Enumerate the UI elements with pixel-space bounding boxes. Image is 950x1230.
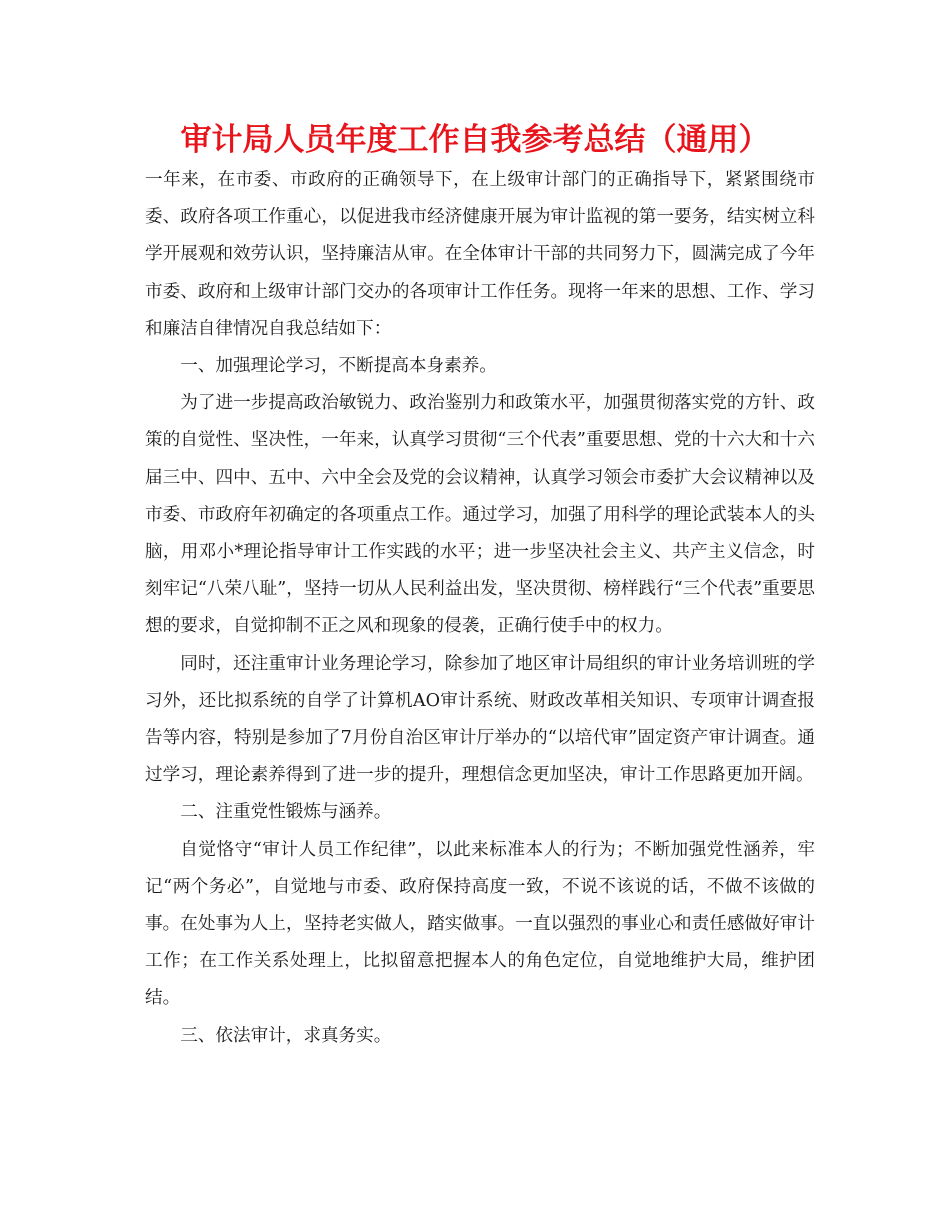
document-title: 审计局人员年度工作自我参考总结（通用） — [180, 122, 770, 158]
body-paragraph: 自觉恪守“审计人员工作纪律”，以此来标准本人的行为；不断加强党性涵养，牢记“两个务必”，自觉地与市委、政府保持高度一致，不说不该说的话，不做不该做的事。在处事为人上，坚持老实做人，踏实做事。一直以强烈的事业心和责任感做好审计工作；在工作关系处理上，比拟留意把握本人的角色定位，自觉地维护大局，维护团结。 — [145, 839, 815, 1009]
body-paragraph: 同时，还注重审计业务理论学习，除参加了地区审计局组织的审计业务培训班的学习外，还比拟系统的自学了计算机AO审计系统、财政改革相关知识、专项审计调查报告等内容，特别是参加了7月份自治区审计厅举办的“以培代审”固定资产审计调查。通过学习，理论素养得到了进一步的提升，理想信念更加坚决，审计工作思路更加开阔。 — [145, 653, 815, 786]
section-heading-2: 二、注重党性锻炼与涵养。 — [180, 802, 392, 823]
intro-paragraph: 一年来，在市委、市政府的正确领导下，在上级审计部门的正确指导下，紧紧围绕市委、政府各项工作重心，以促进我市经济健康开展为审计监视的第一要务，结实树立科学开展观和效劳认识，坚持廉洁从审。在全体审计干部的共同努力下，圆满完成了今年市委、政府和上级审计部门交办的各项审计工作任务。现将一年来的思想、工作、学习和廉洁自律情况自我总结如下： — [145, 170, 815, 339]
body-paragraph: 为了进一步提高政治敏锐力、政治鉴别力和政策水平，加强贯彻落实党的方针、政策的自觉性、坚决性，一年来，认真学习贯彻“三个代表”重要思想、党的十六大和十六届三中、四中、五中、六中全会及党的会议精神，认真学习领会市委扩大会议精神以及市委、市政府年初确定的各项重点工作。通过学习，加强了用科学的理论武装本人的头脑，用邓小*理论指导审计工作实践的水平；进一步坚决社会主义、共产主义信念，时刻牢记“八荣八耻”，坚持一切从人民利益出发，坚决贯彻、榜样践行“三个代表”重要思想的要求，自觉抑制不正之风和现象的侵袭，正确行使手中的权力。 — [145, 393, 815, 637]
document-body — [145, 162, 815, 1055]
section-heading-1: 一、加强理论学习，不断提高本身素养。 — [180, 356, 497, 377]
section-heading-3: 三、依法审计，求真务实。 — [180, 1025, 392, 1046]
